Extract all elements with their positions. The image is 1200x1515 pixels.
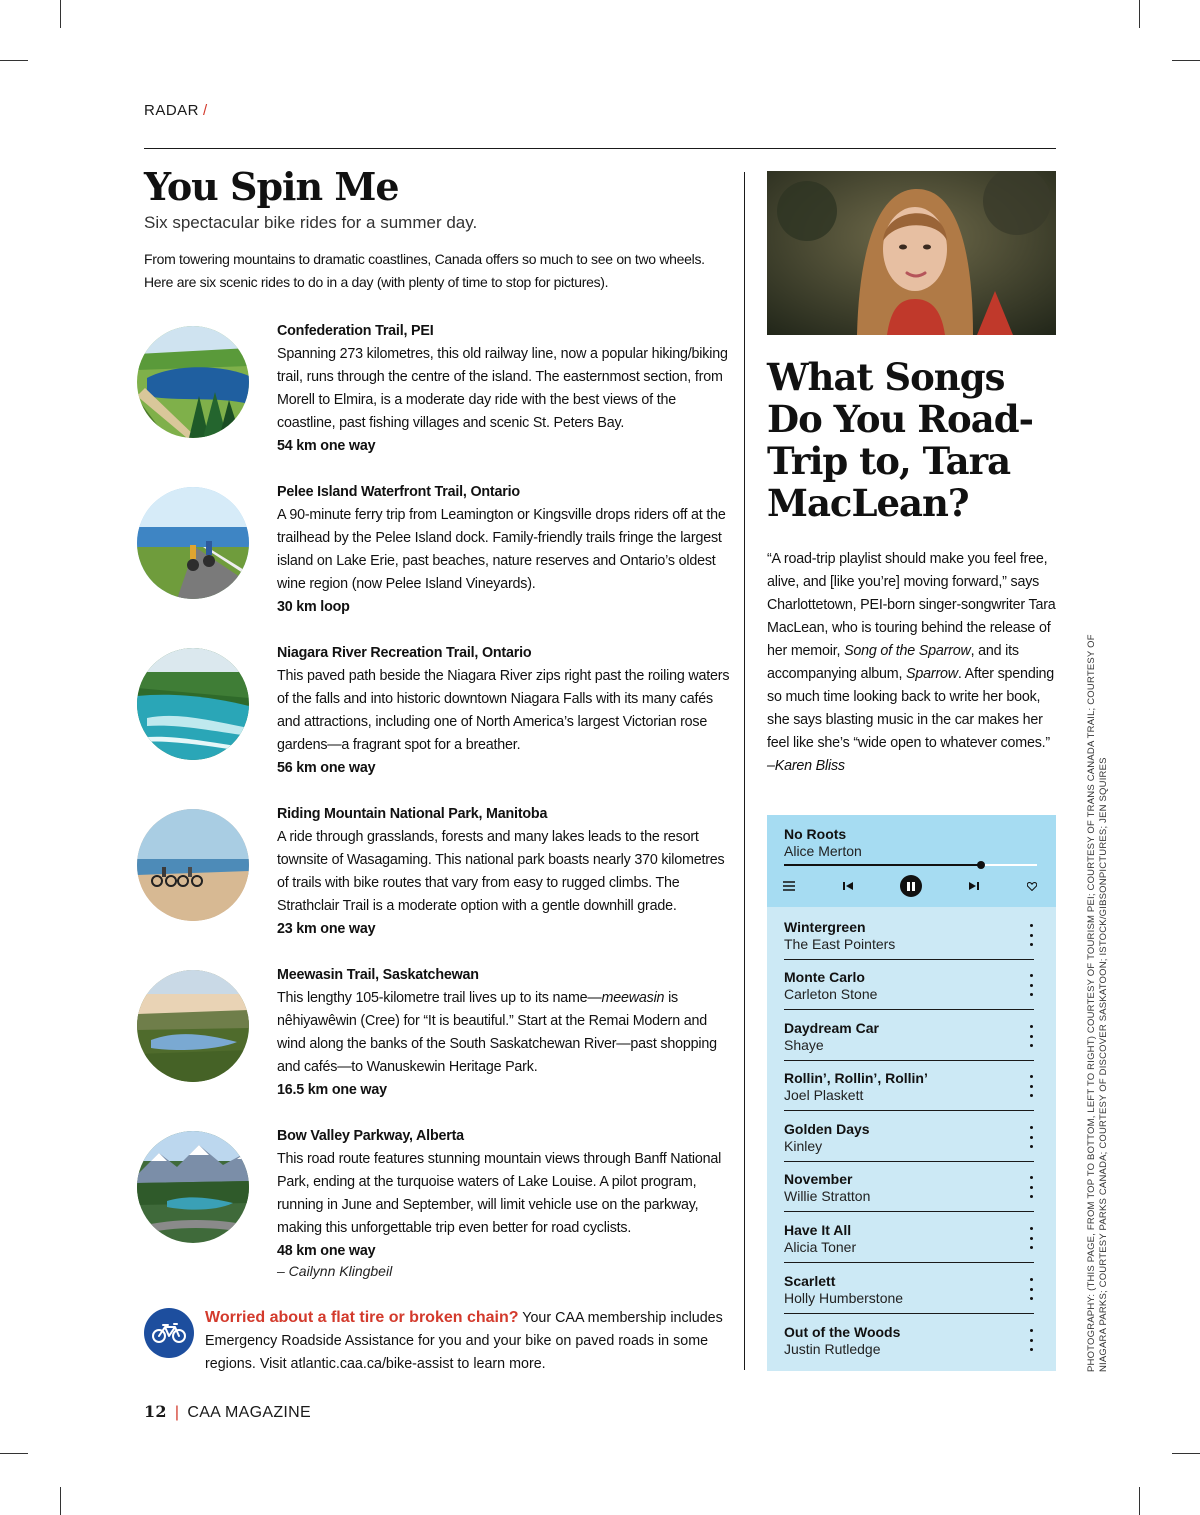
trail-description: A 90-minute ferry trip from Leamington or Kingsville drops riders off at the trailhead by the Pelee Island dock. Family-friendly trails fringe the largest island on Lake Erie, past beaches, nature reserves and Ontario’s oldest wine region (now Pelee Island Vineyards). — [277, 507, 726, 592]
pause-icon[interactable] — [900, 875, 922, 897]
playlist-row[interactable] — [784, 1264, 1034, 1314]
callout-text: Worried about a flat tire or broken chain? Your CAA membership includes Emergency Roadside Assistance for you and your bike on paved roads in some regions. Visit atlantic.caa.ca/bike-assist to learn more. — [205, 1309, 723, 1372]
bicycle-icon — [144, 1308, 194, 1358]
article-intro: From towering mountains to dramatic coastlines, Canada offers so much to see on two wheels. Here are six scenic rides to do in a day (with plenty of time to stop for pictures). — [144, 251, 705, 290]
more-options-icon[interactable] — [1026, 974, 1036, 996]
trail-entry-pelee — [137, 481, 737, 631]
page-number: 12 — [144, 1402, 167, 1421]
playlist-row[interactable] — [784, 960, 1034, 1010]
next-icon[interactable] — [967, 875, 981, 897]
crop-mark — [0, 60, 28, 61]
trail-photo-niagara — [137, 648, 249, 760]
more-options-icon[interactable] — [1026, 1278, 1036, 1300]
playlist-artist: The East Pointers — [784, 936, 896, 952]
playlist-artist: Joel Plaskett — [784, 1087, 864, 1103]
playlist-artist: Alicia Toner — [784, 1239, 857, 1255]
playlist-artist: Kinley — [784, 1138, 823, 1154]
playlist-song: November — [784, 1171, 853, 1187]
more-options-icon[interactable] — [1026, 1126, 1036, 1148]
section-label: RADAR / — [144, 102, 208, 119]
page-footer — [144, 1402, 311, 1422]
footer-separator: | — [174, 1404, 180, 1421]
more-options-icon[interactable] — [1026, 1329, 1036, 1351]
playlist-row[interactable] — [784, 1061, 1034, 1111]
trail-name: Niagara River Recreation Trail, Ontario — [277, 645, 532, 661]
trail-name: Confederation Trail, PEI — [277, 323, 434, 339]
crop-mark — [1139, 1487, 1140, 1515]
playlist-song: Rollin’, Rollin’, Rollin’ — [784, 1070, 928, 1086]
playlist-artist: Carleton Stone — [784, 986, 878, 1002]
trail-entry-meewasin — [137, 964, 737, 1114]
trail-name: Riding Mountain National Park, Manitoba — [277, 806, 548, 822]
trail-name: Pelee Island Waterfront Trail, Ontario — [277, 484, 520, 500]
trail-description: Spanning 273 kilometres, this old railway line, now a popular hiking/biking trail, runs through the centre of the island. The easternmost section, from Morell to Elmira, is a moderate day ride with the best views of the coastline, past fishing villages and scenic St. Peters Bay. — [277, 346, 728, 431]
trail-description: This road route features stunning mountain views through Banff National Park, ending at the turquoise waters of Lake Louise. A pilot program, running in June and September, will limit vehicle use on the parkway, making this unforgettable trip even better for road cyclists. — [277, 1151, 722, 1236]
article-byline: – Cailynn Klingbeil — [277, 1263, 393, 1279]
trail-name: Meewasin Trail, Saskatchewan — [277, 967, 479, 983]
trail-photo-riding-mountain — [137, 809, 249, 921]
playlist-artist: Holly Humberstone — [784, 1290, 904, 1306]
tara-maclean-portrait — [767, 171, 1056, 335]
crop-mark — [1172, 60, 1200, 61]
previous-icon[interactable] — [841, 875, 855, 897]
trail-photo-pelee — [137, 487, 249, 599]
playlist-song: Scarlett — [784, 1273, 836, 1289]
trail-entry-bow-valley — [137, 1125, 737, 1275]
trail-photo-bow-valley — [137, 1131, 249, 1243]
playlist-song: Monte Carlo — [784, 969, 865, 985]
more-options-icon[interactable] — [1026, 1075, 1036, 1097]
playlist-song: Golden Days — [784, 1121, 870, 1137]
album-title: Sparrow — [906, 666, 958, 682]
now-playing-artist: Alice Merton — [784, 843, 862, 859]
trail-description: This lengthy 105-kilometre trail lives up to its name—meewasin is nêhiyawêwin (Cree) for “It is beautiful.” Start at the Remai Modern and wind along the banks of the South Saskatchewan River—past shopping and cafés—to Wanuskewin Heritage Park. — [277, 990, 717, 1075]
crop-mark — [60, 0, 61, 28]
progress-bar[interactable] — [784, 864, 1037, 866]
playlist-row[interactable] — [784, 1011, 1034, 1061]
trail-photo-confederation — [137, 326, 249, 438]
playlist-song: Out of the Woods — [784, 1324, 901, 1340]
sidebar-byline: –Karen Bliss — [767, 758, 845, 774]
crop-mark — [0, 1453, 28, 1454]
progress-fill — [784, 864, 981, 866]
top-rule — [144, 148, 1056, 149]
music-player-graphic — [767, 815, 1056, 1371]
trail-distance: 23 km one way — [277, 921, 376, 937]
trail-distance: 16.5 km one way — [277, 1082, 387, 1098]
playlist-song: Wintergreen — [784, 919, 866, 935]
more-options-icon[interactable] — [1026, 1025, 1036, 1047]
trail-entry-niagara — [137, 642, 737, 792]
playlist-artist: Willie Stratton — [784, 1188, 871, 1204]
playlist-row[interactable] — [784, 1162, 1034, 1212]
crop-mark — [1172, 1453, 1200, 1454]
trail-distance: 54 km one way — [277, 438, 376, 454]
playlist-song: Have It All — [784, 1222, 852, 1238]
playlist-row[interactable] — [784, 1213, 1034, 1263]
sidebar-body: “A road-trip playlist should make you feel free, alive, and [like you’re] moving forward,” says Charlottetown, PEI-born singer-songwriter Tara MacLean, who is touring behind the release of her memoir, Song of the Sparrow, and its accompanying album, Sparrow. After spending so much time looking back to write her book, she says blasting music in the car makes her feel like she’s “wide open to whatever comes.” –Karen Bliss — [767, 551, 1056, 774]
more-options-icon[interactable] — [1026, 924, 1036, 946]
sidebar-headline: What Songs Do You Road-Trip to, Tara MacLean? — [767, 355, 1033, 525]
playlist-row[interactable] — [784, 1315, 1034, 1365]
now-playing-panel — [767, 815, 1056, 907]
article-headline: You Spin Me — [144, 164, 399, 209]
more-options-icon[interactable] — [1026, 1176, 1036, 1198]
trail-photo-meewasin — [137, 970, 249, 1082]
trail-entry-confederation — [137, 320, 737, 470]
publication-name: CAA MAGAZINE — [187, 1404, 311, 1421]
now-playing-song: No Roots — [784, 826, 847, 842]
more-options-icon[interactable] — [1026, 1227, 1036, 1249]
playlist-artist: Justin Rutledge — [784, 1341, 881, 1357]
crop-mark — [1139, 0, 1140, 28]
trail-description: A ride through grasslands, forests and many lakes leads to the resort townsite of Wasagaming. This national park boasts nearly 370 kilometres of trails with bike routes that vary from easy to rugged climbs. The Strathclair Trail is a moderate option with a gentle downhill grade. — [277, 829, 725, 914]
trail-entry-riding-mountain — [137, 803, 737, 953]
playlist-artist: Shaye — [784, 1037, 824, 1053]
playlist-row[interactable] — [784, 1112, 1034, 1162]
heart-icon[interactable] — [1025, 875, 1039, 897]
callout-lead: Worried about a flat tire or broken chain? — [205, 1309, 519, 1326]
trail-distance: 48 km one way — [277, 1243, 376, 1259]
playlist-row[interactable] — [784, 910, 1034, 960]
article-dek: Six spectacular bike rides for a summer day. — [144, 213, 478, 232]
book-title: Song of the Sparrow — [844, 643, 971, 659]
trail-distance: 30 km loop — [277, 599, 350, 615]
menu-icon[interactable] — [782, 875, 796, 897]
trail-description: This paved path beside the Niagara River zips right past the roiling waters of the falls and into historic downtown Niagara Falls with its many cafés and attractions, including one of North America’s largest Victorian rose gardens—a fragrant spot for a breather. — [277, 668, 730, 753]
trail-name: Bow Valley Parkway, Alberta — [277, 1128, 464, 1144]
section-slash: / — [203, 102, 208, 119]
trail-distance: 56 km one way — [277, 760, 376, 776]
playlist-song: Daydream Car — [784, 1020, 879, 1036]
crop-mark — [60, 1487, 61, 1515]
progress-knob[interactable] — [977, 861, 985, 869]
column-divider — [744, 172, 745, 1370]
photo-credits: PHOTOGRAPHY: (THIS PAGE, FROM TOP TO BOTTOM, LEFT TO RIGHT) COURTESY OF TOURISM PEI; COURTESY OF TRANS CANADA TRAIL; COURTESY OF NIAGARA PARKS; COURTESY PARKS CANADA; COURTESY OF DISCOVER SASKATOON; ISTOCK/GIBSONPICTURES; JEN SQUIRES — [1086, 634, 1109, 1372]
